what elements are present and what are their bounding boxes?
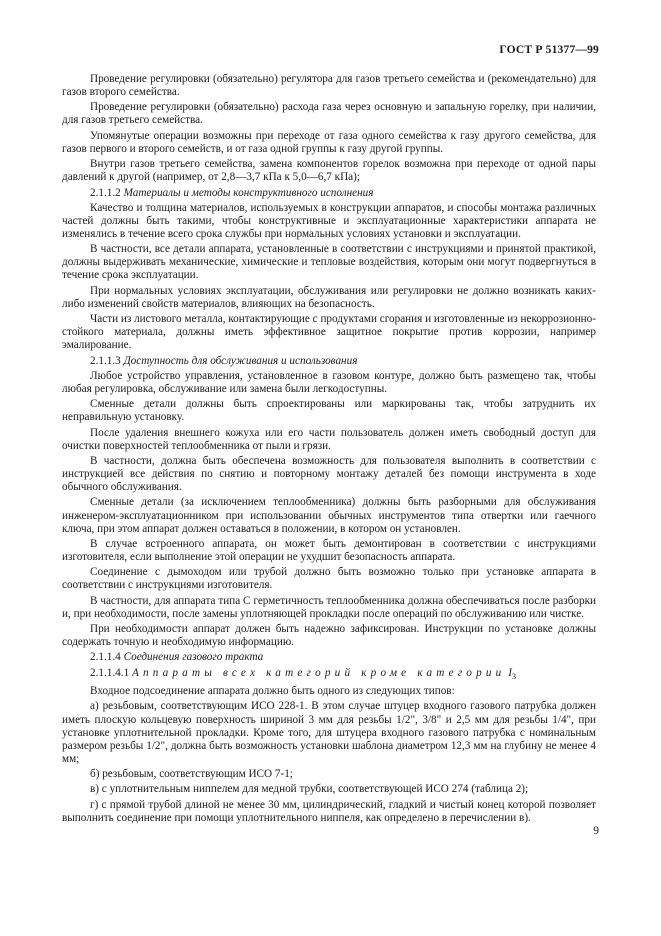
- paragraph: При нормальных условиях эксплуатации, обслуживания или регулировки не должно возникать каких-либо изменений свойств материалов, влияющих на безопасность.: [62, 284, 596, 310]
- page-number: 9: [593, 825, 599, 837]
- category-subscript: 3: [512, 671, 517, 681]
- category-symbol: I: [508, 666, 513, 679]
- section-title: Материалы и методы конструктивного исполнения: [123, 186, 374, 199]
- paragraph: При необходимости аппарат должен быть надежно зафиксирован. Инструкции по установке должны содержать точную и необходимую информацию.: [62, 623, 596, 649]
- paragraph: Соединение с дымоходом или трубой должно быть возможно только при установке аппарата в соответствии с инструкциями изготовителя.: [62, 566, 596, 592]
- section-title: Соединения газового тракта: [123, 651, 264, 664]
- section-title: Доступность для обслуживания и использования: [123, 354, 358, 367]
- paragraph: Упомянутые операции возможны при переходе от газа одного семейства к газу другого семейства, для газов первого и второго семейств, и от газа одной группы к газу другой группы.: [62, 129, 596, 155]
- paragraph: В частности, должна быть обеспечена возможность для пользователя выполнить в соответствии с инструкцией все действия по снятию и повторному монтажу деталей без помощи инструмента в ходе обычного обслуживания.: [62, 454, 596, 494]
- paragraph: В случае встроенного аппарата, он может быть демонтирован в соответствии с инструкциями изготовителя, если выполнение этой операции не ухудшит безопасность аппарата.: [62, 537, 596, 563]
- paragraph: Внутри газов третьего семейства, замена компонентов горелок возможна при переходе от одной пары давлений к другой (например, от 2,8—3,7 кПа к 5,0—6,7 кПа);: [62, 158, 596, 184]
- paragraph: Части из листового металла, контактирующие с продуктами сгорания и изготовленные из некоррозионно-стойкого материала, должны иметь эффективное защитное покрытие против коррозии, например эмалирование.: [62, 313, 596, 352]
- section-title: Аппараты всех категорий кроме категории: [131, 666, 506, 679]
- paragraph: Любое устройство управления, установленное в газовом контуре, должно быть размещено так, чтобы любая регулировка, обслуживание или замена были легкодоступны.: [62, 369, 596, 395]
- section-number: 2.1.1.3: [90, 354, 121, 367]
- paragraph: в) с уплотнительным ниппелем для медной трубки, соответствующей ИСО 274 (таблица 2);: [90, 783, 529, 796]
- paragraph: После удаления внешнего кожуха или его части пользователь должен иметь свободный доступ для очистки поверхностей теплообменника от пыли и грязи.: [62, 426, 596, 452]
- subsection-heading: [62, 667, 596, 683]
- section-heading: [62, 187, 596, 200]
- paragraph: Сменные детали (за исключением теплообменника) должны быть разборными для обслуживания инженером-эксплуатационником при использовании обычных инструментов типа отвертки или гаечного ключа, при этом аппарат должен оставаться в положении, в котором он установлен.: [62, 496, 596, 535]
- section-heading: [62, 651, 596, 664]
- paragraph: Сменные детали должны быть спроектированы или маркированы так, чтобы затруднить их неправильную установку.: [62, 398, 596, 424]
- paragraph: б) резьбовым, соответствующим ИСО 7-1;: [90, 768, 293, 781]
- section-number: 2.1.1.4.1: [90, 666, 130, 679]
- document-body: [62, 73, 596, 827]
- paragraph: В частности, все детали аппарата, установленные в соответствии с инструкциями и принятой практикой, должны выдерживать механические, химические и тепловые воздействия, которым они могут подвергнуться в течение срока эксплуатации.: [62, 243, 596, 282]
- paragraph: а) резьбовым, соответствующим ИСО 228-1. В этом случае штуцер входного газового патрубка должен иметь плоскую кольцевую поверхность шириной 3 мм для резьбы 1/2", 3/8" и 2,5 мм для резьбы 1/4", при установке уплотнительной прокладки. Кроме того, для штуцера входного газового патрубка с номинальным размером резьбы 1/2", должна быть возможность установки шаблона диаметром 12,3 мм на глубину не менее 4 мм;: [62, 700, 596, 765]
- standard-header: ГОСТ Р 51377—99: [499, 44, 599, 56]
- paragraph: Проведение регулировки (обязательно) регулятора для газов третьего семейства и (рекомендательно) для газов второго семейства.: [62, 73, 596, 99]
- paragraph: В частности, для аппарата типа С герметичность теплообменника должна обеспечиваться после разборки и, при необходимости, после замены уплотняющей прокладки после операций по обслуживанию или чистке.: [62, 594, 596, 620]
- paragraph: Качество и толщина материалов, используемых в конструкции аппаратов, и способы монтажа различных частей должны быть такими, чтобы конструктивные и эксплуатационные характеристики аппарата не изменялись в течение всего срока службы при нормальных условиях установки и эксплуатации.: [62, 201, 596, 240]
- section-number: 2.1.1.2: [90, 186, 121, 199]
- paragraph: г) с прямой трубой длиной не менее 30 мм, цилиндрический, гладкий и чистый конец которой позволяет выполнить соединение при помощи уплотнительного ниппеля, как определено в перечислении в).: [62, 798, 596, 824]
- section-number: 2.1.1.4: [90, 651, 121, 664]
- section-heading: [62, 355, 596, 368]
- paragraph: Проведение регулировки (обязательно) расхода газа через основную и запальную горелку, при наличии, для газов третьего семейства.: [62, 101, 596, 127]
- paragraph: Входное подсоединение аппарата должно быть одного из следующих типов:: [90, 685, 455, 698]
